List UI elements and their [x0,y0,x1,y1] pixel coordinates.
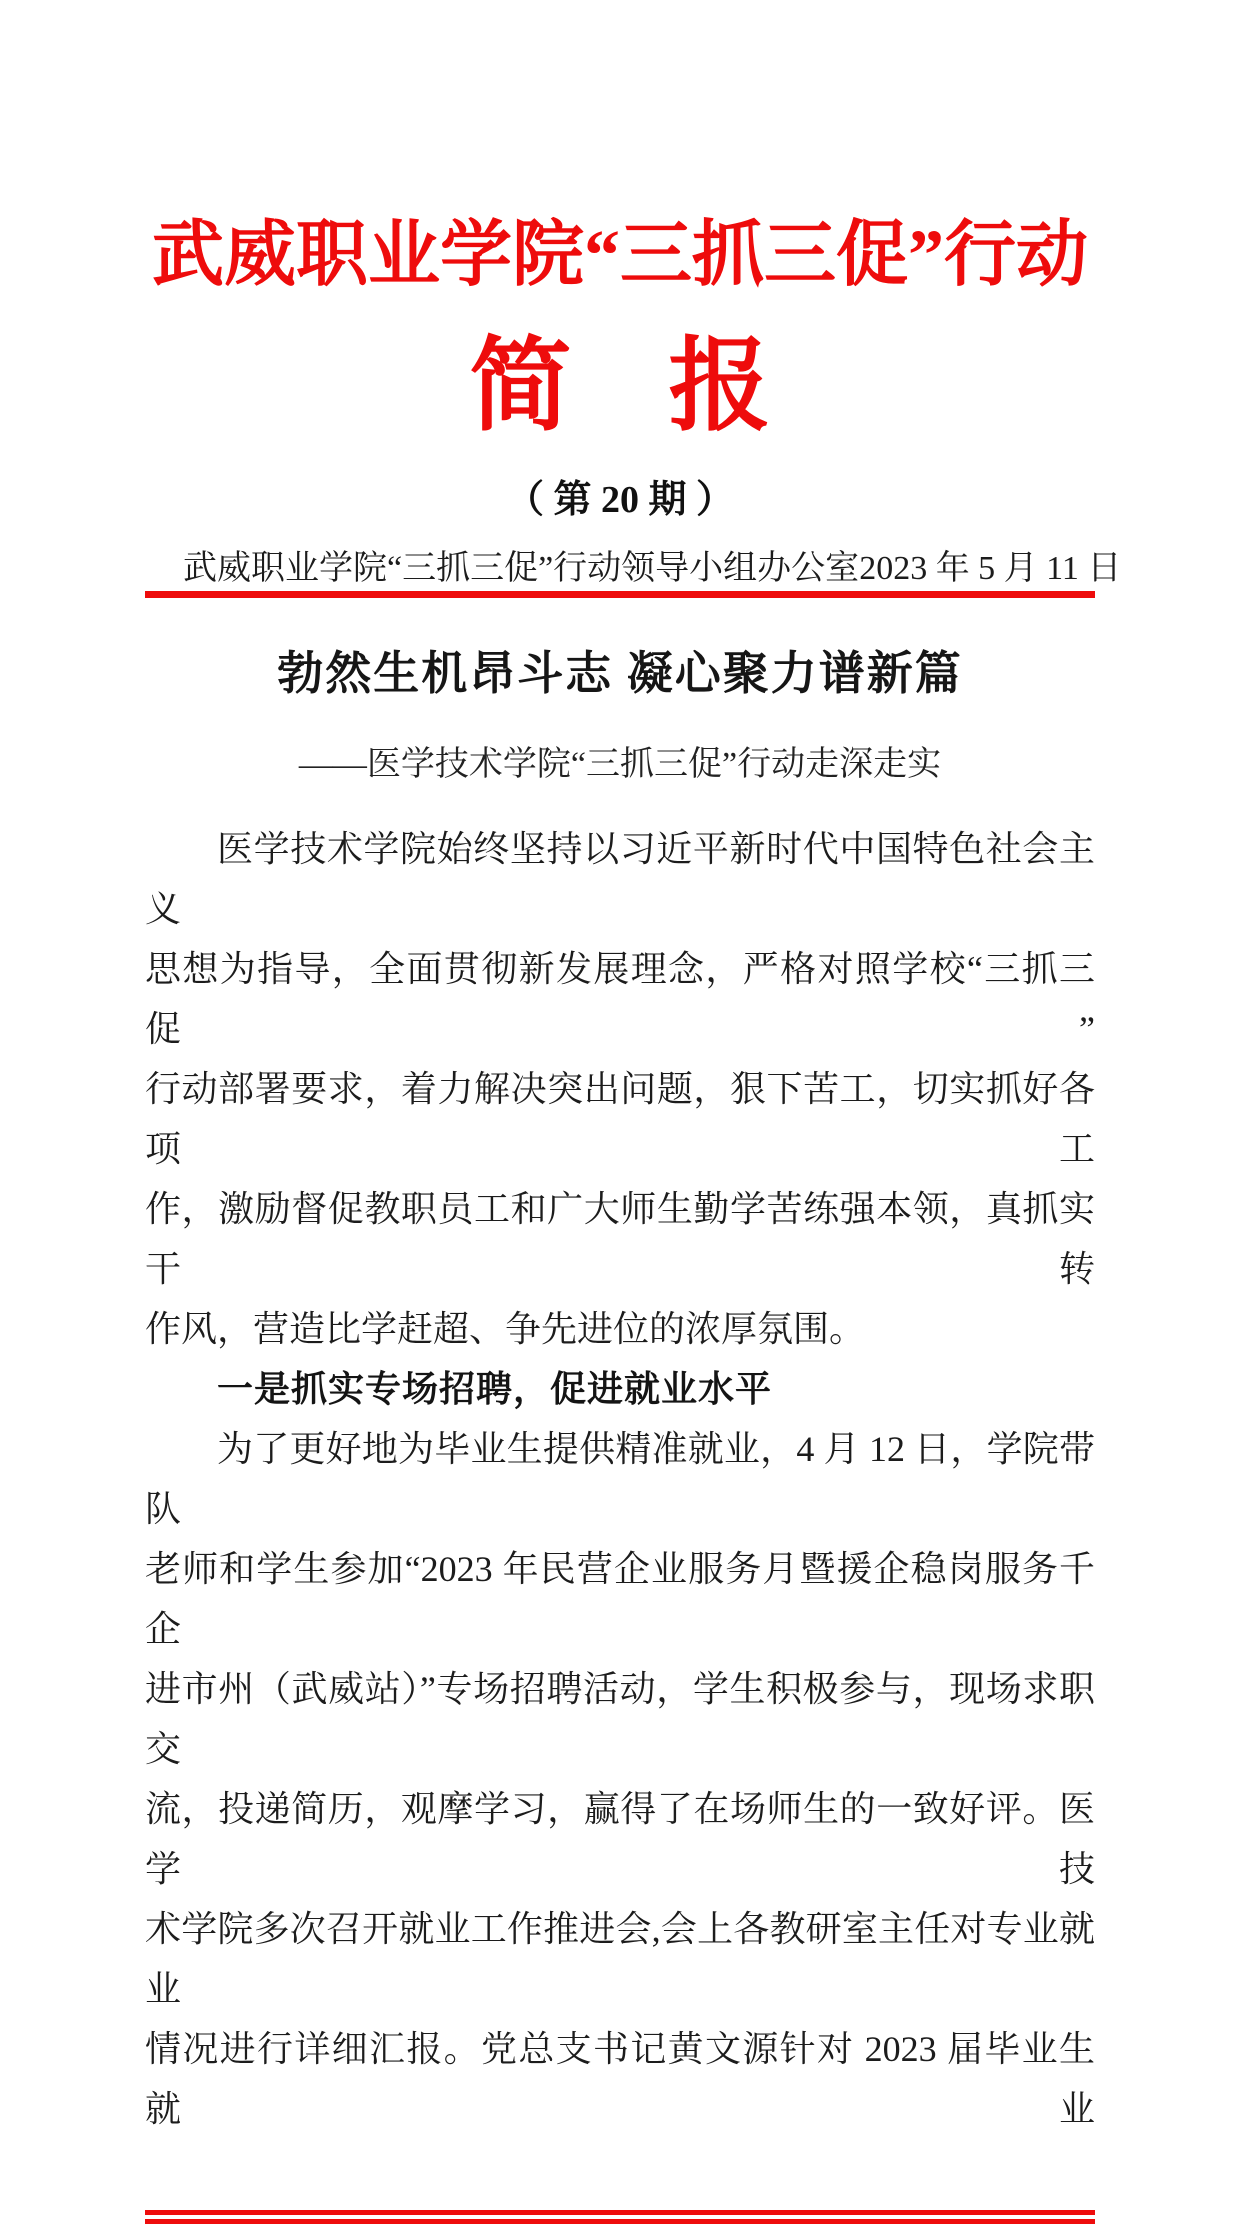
paragraph2-line: 进市州（武威站）”专场招聘活动，学生积极参与，现场求职交 [145,1669,1095,1769]
issuing-office: 武威职业学院“三抓三促”行动领导小组办公室 [183,550,860,587]
paragraph1-line: 作风，营造比学赶超、争先进位的浓厚氛围。 [145,1309,866,1349]
paragraph2-line: 为了更好地为毕业生提供精准就业，4 月 12 日，学院带队 [145,1429,1095,1529]
page-content [145,207,1122,2224]
masthead-org-title: 武威职业学院“三抓三促”行动 [151,215,1088,295]
paragraph2-line: 流，投递简历，观摩学习，赢得了在场师生的一致好评。医学技 [145,1789,1095,1889]
section1-heading: 一是抓实专场招聘，促进就业水平 [217,1368,773,1409]
paragraph2-line: 术学院多次召开就业工作推进会,会上各教研室主任对专业就业 [145,1909,1095,2009]
bulletin-page [0,207,1240,2129]
article-subtitle: ——医学技术学院“三抓三促”行动走深走实 [298,746,942,783]
paragraph1-line: 行动部署要求，着力解决突出问题，狠下苦工，切实抓好各项工 [145,1069,1095,1169]
paragraph2-line: 老师和学生参加“2023 年民营企业服务月暨援企稳岗服务千企 [145,1549,1095,1649]
masthead-bulletin-title: 简 报 [469,331,771,444]
paragraph2-line: 情况进行详细汇报。党总支书记黄文源针对 2023 届毕业生就业 [145,2029,1095,2129]
footer-double-line [145,2210,1095,2224]
paragraph1-line: 思想为指导，全面贯彻新发展理念，严格对照学校“三抓三促” [145,949,1095,1049]
issue-number: （ 第 20 期 ） [505,479,734,521]
article-body [145,819,1095,2139]
paragraph1-line: 作，激励督促教职员工和广大师生勤学苦练强本领，真抓实干转 [145,1189,1095,1289]
article-title: 勃然生机昂斗志 凝心聚力谱新篇 [277,648,963,699]
red-divider-line [145,591,1095,598]
masthead-byline-row [145,549,1122,589]
paragraph1-line: 医学技术学院始终坚持以习近平新时代中国特色社会主义 [145,829,1095,929]
issue-date: 2023 年 5 月 11 日 [859,550,1122,587]
